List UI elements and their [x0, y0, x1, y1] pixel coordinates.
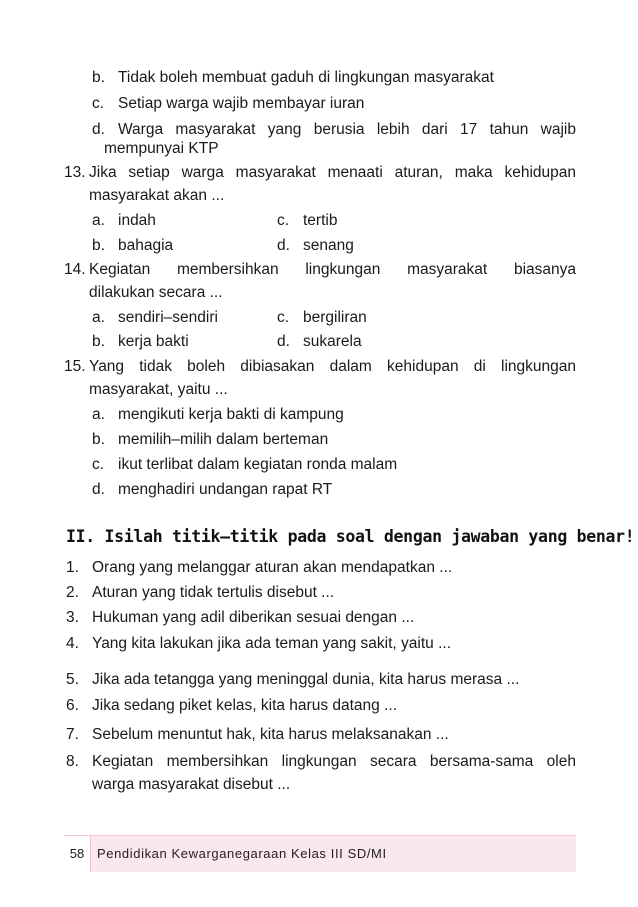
item-text: Orang yang melanggar aturan akan mendapatkan ...: [92, 559, 453, 576]
option-text: memilih–milih dalam berteman: [118, 431, 329, 448]
item-number: 3.: [66, 609, 79, 626]
item-text: Jika ada tetangga yang meninggal dunia, kita harus merasa ...: [92, 671, 520, 688]
option-label: b.: [92, 431, 105, 448]
page-number: 58: [64, 836, 91, 872]
item-text: Kegiatan membersihkan lingkungan secara bersama-sama oleh: [92, 753, 576, 770]
option-label: c.: [92, 456, 105, 473]
item-number: 6.: [66, 697, 79, 714]
option-label: c.: [92, 95, 105, 112]
option-label: a.: [92, 406, 105, 423]
option-label: a.: [92, 309, 105, 326]
item-number: 5.: [66, 671, 79, 688]
page-footer: [64, 835, 576, 872]
item-number: 2.: [66, 584, 79, 601]
book-title: Pendidikan Kewarganegaraan Kelas III SD/MI: [97, 846, 387, 861]
question-text-continued: dilakukan secara ...: [89, 284, 223, 301]
option-text: indah: [118, 212, 156, 229]
option-text: sendiri–sendiri: [118, 309, 218, 326]
question-text-continued: masyarakat, yaitu ...: [89, 381, 228, 398]
option-label: a.: [92, 212, 105, 229]
item-text: Jika sedang piket kelas, kita harus datang ...: [92, 697, 398, 714]
option-label: c.: [277, 212, 290, 229]
item-text-continued: warga masyarakat disebut ...: [92, 776, 291, 793]
option-label: d.: [92, 121, 105, 138]
option-label: b.: [92, 333, 105, 350]
question-text: Jika setiap warga masyarakat menaati aturan, maka kehidupan: [89, 164, 576, 181]
option-text: mengikuti kerja bakti di kampung: [118, 406, 344, 423]
option-text: Setiap warga wajib membayar iuran: [118, 95, 365, 112]
item-number: 1.: [66, 559, 79, 576]
option-text: bergiliran: [303, 309, 367, 326]
question-text-continued: masyarakat akan ...: [89, 187, 225, 204]
question-number: 15.: [64, 358, 86, 375]
option-text: ikut terlibat dalam kegiatan ronda malam: [118, 456, 398, 473]
question-text: Yang tidak boleh dibiasakan dalam kehidupan di lingkungan: [89, 358, 576, 375]
option-label: d.: [277, 237, 290, 254]
option-text: Tidak boleh membuat gaduh di lingkungan masyarakat: [118, 69, 494, 86]
question-number: 14.: [64, 261, 86, 278]
option-text: Warga masyarakat yang berusia lebih dari 17 tahun wajib: [118, 121, 576, 138]
option-text-continued: mempunyai KTP: [104, 140, 219, 157]
option-text: bahagia: [118, 237, 174, 254]
item-number: 4.: [66, 635, 79, 652]
item-number: 7.: [66, 726, 79, 743]
option-text: senang: [303, 237, 354, 254]
option-label: b.: [92, 237, 105, 254]
item-text: Yang kita lakukan jika ada teman yang sakit, yaitu ...: [92, 635, 451, 652]
option-text: kerja bakti: [118, 333, 189, 350]
option-label: d.: [277, 333, 290, 350]
option-text: menghadiri undangan rapat RT: [118, 481, 333, 498]
option-text: tertib: [303, 212, 338, 229]
section-heading: II. Isilah titik–titik pada soal dengan jawaban yang benar!: [66, 527, 635, 546]
item-text: Hukuman yang adil diberikan sesuai dengan ...: [92, 609, 415, 626]
option-text: sukarela: [303, 333, 362, 350]
question-text: Kegiatan membersihkan lingkungan masyarakat biasanya: [89, 261, 576, 278]
option-label: b.: [92, 69, 105, 86]
option-label: c.: [277, 309, 290, 326]
item-text: Aturan yang tidak tertulis disebut ...: [92, 584, 335, 601]
question-number: 13.: [64, 164, 86, 181]
option-label: d.: [92, 481, 105, 498]
item-text: Sebelum menuntut hak, kita harus melaksanakan ...: [92, 726, 449, 743]
item-number: 8.: [66, 753, 79, 770]
